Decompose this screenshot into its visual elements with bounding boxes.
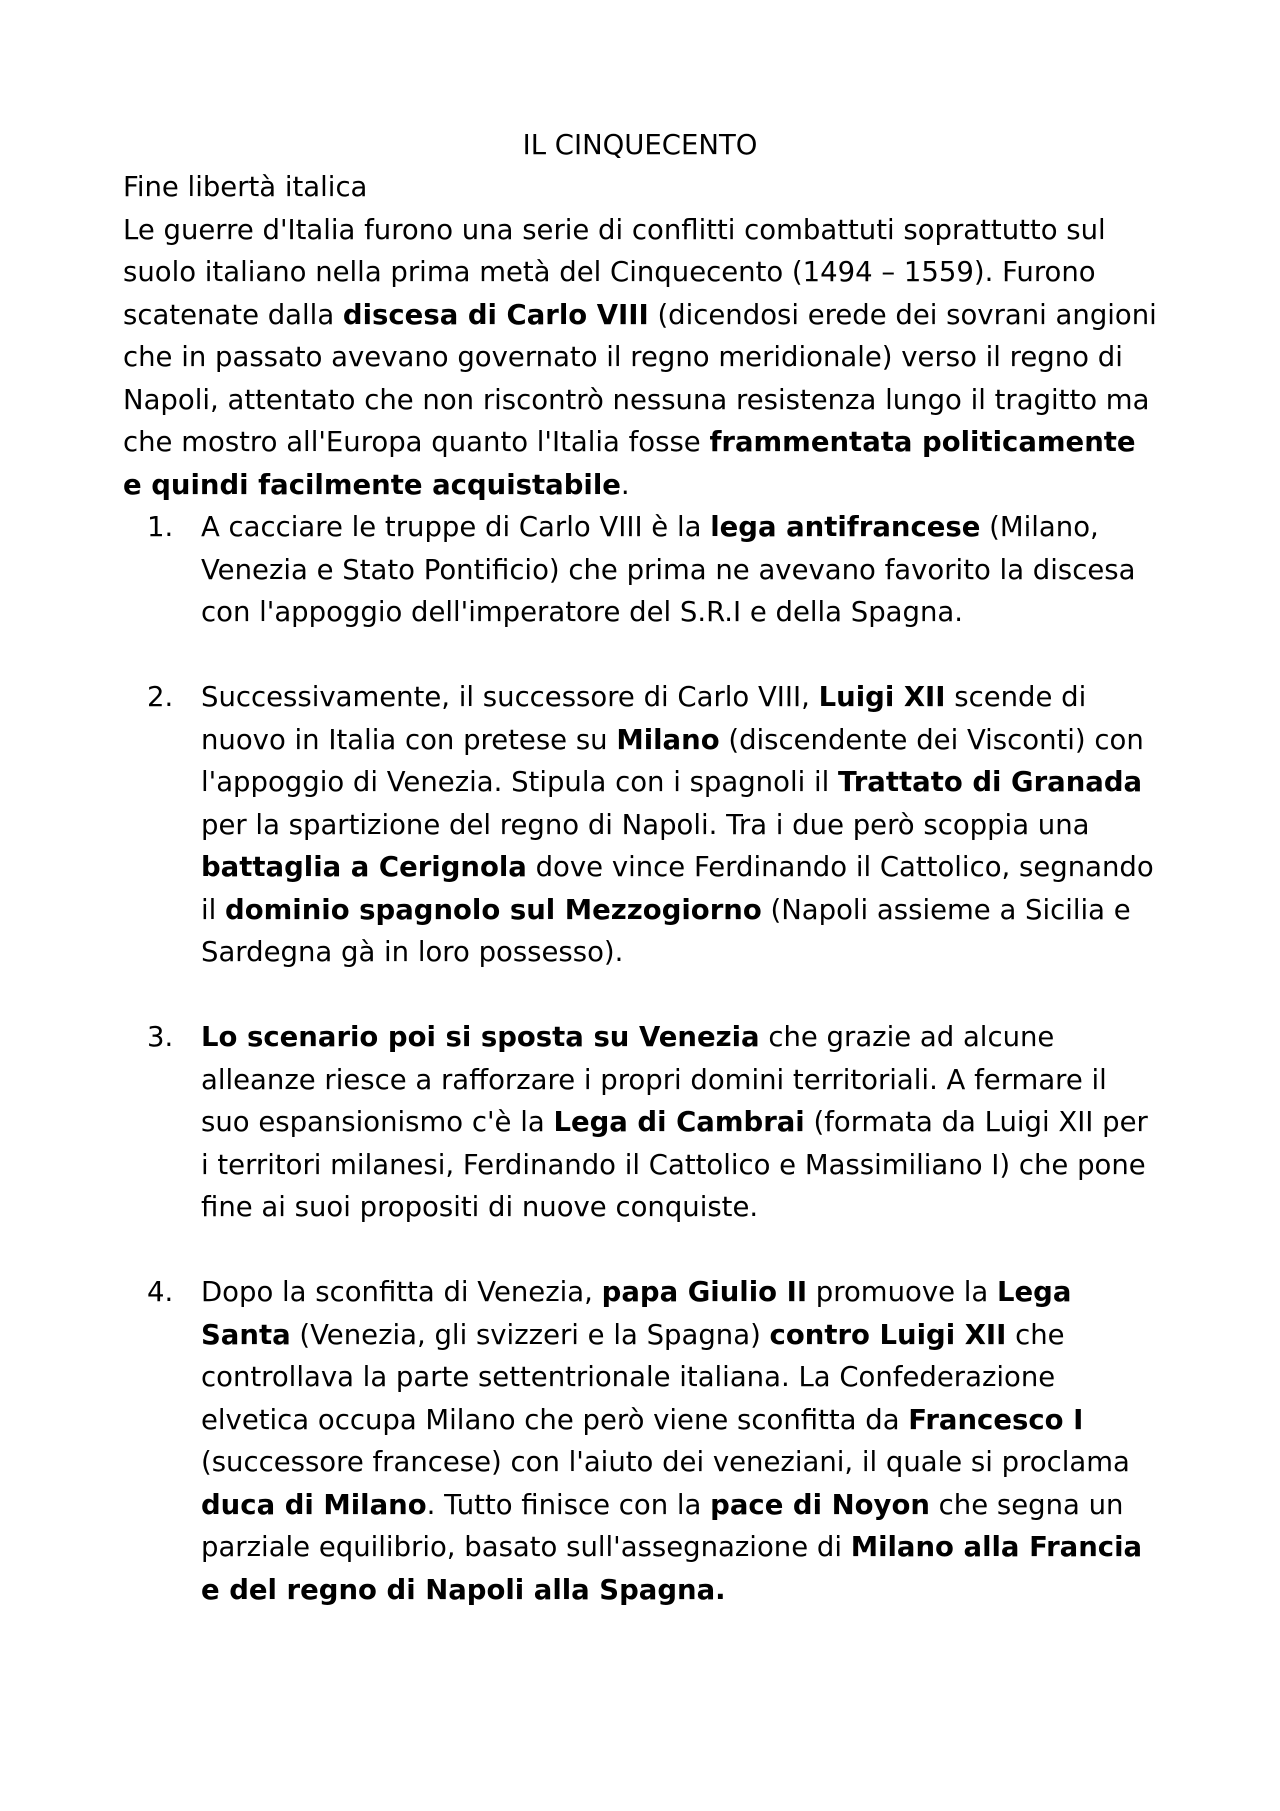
item-4-bold-1: papa Giulio II [601,1276,808,1308]
item-4-bold-3: contro Luigi XII [769,1318,1007,1351]
intro-bold-1: discesa di Carlo VIII [342,298,649,331]
document-title: IL CINQUECENTO [522,129,758,161]
intro-bold-2: frammentata politicamente e quindi facilmente acquistabile [123,426,1136,501]
item-4-text-2: promuove la [807,1276,997,1308]
item-2-text-6: (Napoli assieme a Sicilia e Sardegna gà in loro possesso). [201,893,1131,968]
list-number-4: 4. [147,1276,174,1308]
list-number-1: 1. [147,511,174,543]
intro-text-3: . [620,468,630,501]
item-1-text-1: A cacciare le truppe di Carlo VIII è la [201,511,711,543]
intro-text-1: Le guerre d'Italia furono una serie di conflitti combattuti soprattutto sul suolo italiano nella prima metà del Cinquecento (1494 – 1559). Furono scatenate dalla [123,213,1106,331]
item-2-text-1: Successivamente, il successore di Carlo VIII, [201,681,819,713]
item-1-text-2: (Milano, Venezia e Stato Pontificio) che prima ne avevano favorito la discesa con l'appoggio dell'imperatore del S.R.I e della Spagna. [201,511,1136,628]
item-2-text-5: dove vince Ferdinando il Cattolico, segnando il [201,851,1154,926]
item-2-text-3: (discendente dei Visconti) con l'appoggio di Venezia. Stipula con i spagnoli il [201,723,1144,798]
list-item-3 [123,1016,1163,1229]
item-3-text-2: (formata da Luigi XII per i territori milanesi, Ferdinando il Cattolico e Massimiliano I) che pone fine ai suoi propositi di nuove conquiste. [201,1106,1148,1223]
item-4-text-4: che controllava la parte settentrionale italiana. La Confederazione elvetica occupa Milano che però viene sconfitta da [201,1318,1065,1436]
item-4-bold-2: Lega Santa [201,1276,1072,1351]
intro-section [123,166,1163,506]
item-4-text-3: (Venezia, gli svizzeri e la Spagna) [290,1318,770,1351]
item-4-text-6: . Tutto finisce con la [426,1488,711,1521]
numbered-list [123,506,1163,1654]
item-4-text-7: che segna un parziale equilibrio, basato sull'assegnazione di [201,1488,1124,1563]
item-2-bold-3: Trattato di Granada [838,766,1143,798]
item-4-bold-4: Francesco I [908,1403,1084,1436]
item-4-bold-5: duca di Milano [201,1488,427,1521]
item-4-text-1: Dopo la sconfitta di Venezia, [201,1276,602,1308]
list-number-2: 2. [147,681,174,713]
item-3-bold-1: Lo scenario poi si sposta su Venezia [201,1021,760,1053]
intro-paragraph [123,209,1163,507]
item-1-bold-1: lega antifrancese [710,511,981,543]
item-2-text-2: scende di nuovo in Italia con pretese su [201,681,1087,756]
item-3-text-1: che grazie ad alcune alleanze riesce a rafforzare i propri domini territoriali. A fermare il suo espansionismo c'è la [201,1021,1107,1138]
item-4-bold-6: pace di Noyon [710,1488,930,1521]
list-item-2 [123,676,1163,974]
item-2-text-4: per la spartizione del regno di Napoli. Tra i due però scoppia una [201,808,1090,841]
item-2-bold-4: battaglia a Cerignola [201,851,527,883]
item-4-text-5: (successore francese) con l'aiuto dei veneziani, il quale si proclama [201,1446,1130,1478]
item-4-bold-7: Milano alla Francia e del regno di Napoli alla Spagna. [201,1531,1143,1606]
list-item-4 [123,1271,1163,1611]
item-2-bold-5: dominio spagnolo sul Mezzogiorno [225,893,762,926]
list-item-1 [123,506,1163,634]
intro-text-2: (dicendosi erede dei sovrani angioni che in passato avevano governato il regno meridionale) verso il regno di Napoli, attentato che non riscontrò nessuna resistenza lungo il tragitto ma che mostro all'Europa quanto l'Italia fosse [123,298,1157,458]
item-2-bold-2: Milano [616,723,720,756]
subtitle: Fine libertà italica [123,171,368,203]
list-number-3: 3. [147,1021,174,1053]
item-3-bold-2: Lega di Cambrai [553,1106,805,1138]
item-2-bold-1: Luigi XII [818,681,946,713]
